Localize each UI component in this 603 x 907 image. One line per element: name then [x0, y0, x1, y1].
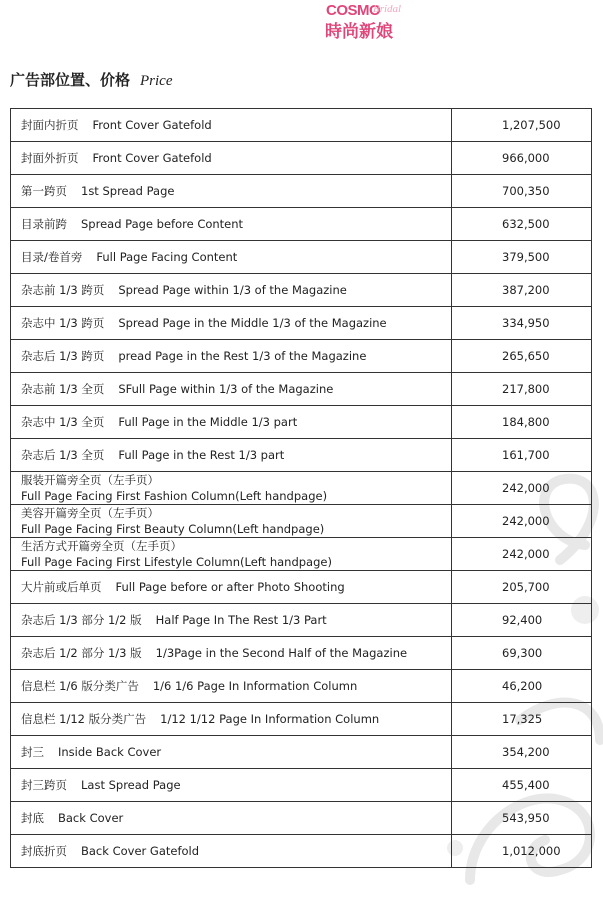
table-row [11, 670, 592, 703]
price-cell: 242,000 [452, 505, 592, 538]
ad-position-cell [11, 736, 452, 769]
price-cell: 69,300 [452, 637, 592, 670]
price-cell: 242,000 [452, 472, 592, 505]
table-row [11, 769, 592, 802]
ad-position-cell [11, 406, 452, 439]
ad-position-chinese: 封三跨页 [21, 778, 67, 792]
ad-position-english: 1/3Page in the Second Half of the Magazine [155, 646, 408, 660]
ad-position-chinese: 信息栏 1/12 版分类广告 [21, 712, 147, 726]
table-row [11, 505, 592, 538]
table-row [11, 703, 592, 736]
ad-position-cell [11, 439, 452, 472]
table-row [11, 340, 592, 373]
ad-position-chinese: 封底折页 [21, 844, 67, 858]
ad-position-cell [11, 241, 452, 274]
ad-position-chinese: 杂志后 1/2 部分 1/3 版 [21, 646, 142, 660]
table-row [11, 472, 592, 505]
table-row [11, 571, 592, 604]
ad-position-english: Full Page Facing First Lifestyle Column(Left handpage) [21, 555, 332, 569]
page-title-chinese: 广告部位置、价格 [10, 71, 131, 89]
price-cell: 455,400 [452, 769, 592, 802]
ad-position-chinese: 杂志后 1/3 跨页 [21, 349, 105, 363]
ad-position-english: Front Cover Gatefold [92, 151, 212, 165]
price-cell: 379,500 [452, 241, 592, 274]
table-row [11, 835, 592, 868]
ad-position-chinese: 美容开篇旁全页（左手页） [21, 506, 159, 520]
ad-position-english: Back Cover Gatefold [81, 844, 200, 858]
ad-position-chinese: 目录/卷首旁 [21, 250, 83, 264]
ad-position-english: 1/6 1/6 Page In Information Column [152, 679, 358, 693]
ad-position-english: Half Page In The Rest 1/3 Part [155, 613, 327, 627]
ad-position-chinese: 杂志前 1/3 全页 [21, 382, 105, 396]
table-row [11, 109, 592, 142]
price-cell: 387,200 [452, 274, 592, 307]
ad-position-english: Inside Back Cover [58, 745, 162, 759]
price-cell: 217,800 [452, 373, 592, 406]
ad-position-chinese: 封面内折页 [21, 118, 79, 132]
ad-position-cell [11, 769, 452, 802]
ad-position-chinese: 封面外折页 [21, 151, 79, 165]
price-cell: 632,500 [452, 208, 592, 241]
ad-position-cell [11, 802, 452, 835]
page-title-english: Price [140, 73, 173, 89]
table-row [11, 307, 592, 340]
ad-position-cell [11, 835, 452, 868]
ad-position-english: Full Page Facing First Fashion Column(Left handpage) [21, 489, 328, 503]
ad-position-cell [11, 142, 452, 175]
price-cell: 1,207,500 [452, 109, 592, 142]
ad-position-cell [11, 373, 452, 406]
table-row [11, 637, 592, 670]
ad-position-english: Spread Page before Content [81, 217, 244, 231]
table-row [11, 736, 592, 769]
price-cell: 265,650 [452, 340, 592, 373]
ad-position-english: Spread Page within 1/3 of the Magazine [118, 283, 347, 297]
price-cell: 1,012,000 [452, 835, 592, 868]
ad-position-english: SFull Page within 1/3 of the Magazine [118, 382, 334, 396]
table-row [11, 175, 592, 208]
ad-position-chinese: 服装开篇旁全页（左手页） [21, 473, 159, 487]
table-row [11, 538, 592, 571]
ad-position-cell [11, 472, 452, 505]
ad-position-english: Full Page in the Rest 1/3 part [118, 448, 285, 462]
ad-position-english: Back Cover [58, 811, 124, 825]
ad-position-english: pread Page in the Rest 1/3 of the Magazine [118, 349, 367, 363]
ad-position-chinese: 封三 [21, 745, 44, 759]
ad-position-cell [11, 670, 452, 703]
ad-position-english: Full Page in the Middle 1/3 part [118, 415, 298, 429]
ad-position-cell [11, 274, 452, 307]
ad-position-english: Last Spread Page [81, 778, 181, 792]
ad-position-chinese: 第一跨页 [21, 184, 67, 198]
table-row [11, 406, 592, 439]
ad-position-cell [11, 109, 452, 142]
cosmo-bridal-logo [323, 2, 413, 42]
ad-position-cell [11, 637, 452, 670]
ad-position-cell [11, 208, 452, 241]
price-cell: 354,200 [452, 736, 592, 769]
ad-position-chinese: 杂志前 1/3 跨页 [21, 283, 105, 297]
logo-cosmo-text: COSMO [326, 2, 381, 19]
ad-position-english: 1/12 1/12 Page In Information Column [160, 712, 380, 726]
price-table-body [11, 109, 592, 868]
price-cell: 966,000 [452, 142, 592, 175]
ad-position-chinese: 大片前或后单页 [21, 580, 102, 594]
price-cell: 17,325 [452, 703, 592, 736]
ad-position-cell [11, 175, 452, 208]
table-row [11, 439, 592, 472]
price-cell: 46,200 [452, 670, 592, 703]
ad-position-cell [11, 604, 452, 637]
table-row [11, 604, 592, 637]
table-row [11, 142, 592, 175]
table-row [11, 208, 592, 241]
table-row [11, 241, 592, 274]
ad-position-cell [11, 571, 452, 604]
price-cell: 334,950 [452, 307, 592, 340]
table-row [11, 802, 592, 835]
ad-position-english: Front Cover Gatefold [92, 118, 212, 132]
table-row [11, 373, 592, 406]
price-table [10, 108, 592, 868]
ad-position-english: Full Page Facing First Beauty Column(Left handpage) [21, 522, 325, 536]
ad-position-chinese: 目录前跨 [21, 217, 67, 231]
price-cell: 700,350 [452, 175, 592, 208]
ad-position-english: 1st Spread Page [81, 184, 175, 198]
ad-position-cell [11, 340, 452, 373]
ad-position-chinese: 杂志中 1/3 跨页 [21, 316, 105, 330]
ad-position-chinese: 信息栏 1/6 版分类广告 [21, 679, 139, 693]
price-cell: 92,400 [452, 604, 592, 637]
price-cell: 184,800 [452, 406, 592, 439]
table-row [11, 274, 592, 307]
logo-chinese-text: 時尚新娘 [325, 22, 393, 42]
ad-position-chinese: 封底 [21, 811, 44, 825]
ad-position-cell [11, 538, 452, 571]
ad-position-english: Spread Page in the Middle 1/3 of the Magazine [118, 316, 387, 330]
page-title [10, 69, 173, 90]
ad-position-chinese: 杂志中 1/3 全页 [21, 415, 105, 429]
ad-position-chinese: 杂志后 1/3 全页 [21, 448, 105, 462]
ad-position-english: Full Page before or after Photo Shooting [115, 580, 345, 594]
price-cell: 161,700 [452, 439, 592, 472]
ad-position-cell [11, 505, 452, 538]
ad-position-chinese: 杂志后 1/3 部分 1/2 版 [21, 613, 142, 627]
ad-position-english: Full Page Facing Content [96, 250, 238, 264]
logo-bridal-text: Bridal [373, 3, 402, 15]
price-cell: 205,700 [452, 571, 592, 604]
price-cell: 242,000 [452, 538, 592, 571]
ad-position-cell [11, 703, 452, 736]
ad-position-chinese: 生活方式开篇旁全页（左手页） [21, 539, 182, 553]
ad-position-cell [11, 307, 452, 340]
price-cell: 543,950 [452, 802, 592, 835]
